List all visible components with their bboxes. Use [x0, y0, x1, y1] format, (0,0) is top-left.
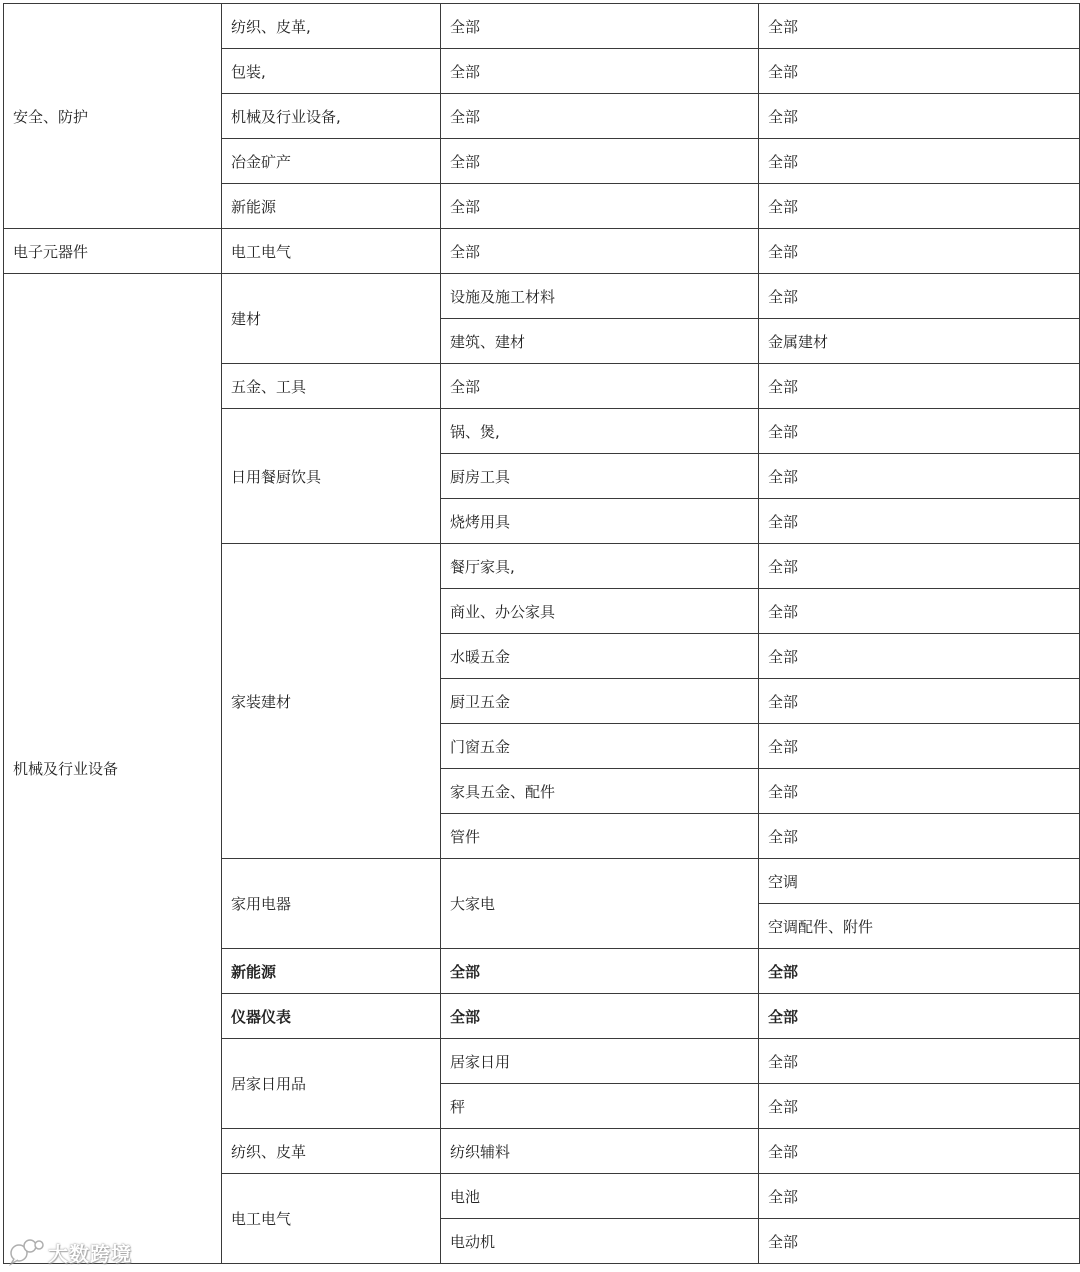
item-cell: 全部	[441, 994, 759, 1039]
item-cell: 电池	[441, 1174, 759, 1219]
item-cell: 水暖五金	[441, 634, 759, 679]
scope-cell: 全部	[759, 724, 1080, 769]
subcategory-cell: 纺织、皮革	[222, 1129, 441, 1174]
scope-cell: 全部	[759, 184, 1080, 229]
scope-cell: 全部	[759, 1039, 1080, 1084]
item-cell: 全部	[441, 184, 759, 229]
scope-cell: 空调	[759, 859, 1080, 904]
scope-cell: 全部	[759, 634, 1080, 679]
scope-cell: 全部	[759, 229, 1080, 274]
table-row	[4, 229, 1080, 274]
category-cell: 机械及行业设备	[4, 274, 222, 1264]
scope-cell: 全部	[759, 949, 1080, 994]
subcategory-cell: 电工电气	[222, 1174, 441, 1264]
scope-cell: 全部	[759, 589, 1080, 634]
item-cell: 纺织辅料	[441, 1129, 759, 1174]
scope-cell: 全部	[759, 1129, 1080, 1174]
scope-cell: 全部	[759, 814, 1080, 859]
item-cell: 大家电	[441, 859, 759, 949]
subcategory-cell: 建材	[222, 274, 441, 364]
scope-cell: 全部	[759, 544, 1080, 589]
scope-cell: 全部	[759, 4, 1080, 49]
scope-cell: 全部	[759, 1219, 1080, 1264]
chat-bubble-logo-icon	[8, 1236, 48, 1266]
category-cell: 安全、防护	[4, 4, 222, 229]
item-cell: 电动机	[441, 1219, 759, 1264]
scope-cell: 全部	[759, 364, 1080, 409]
watermark-text: 大数跨境	[48, 1242, 132, 1266]
item-cell: 全部	[441, 949, 759, 994]
item-cell: 管件	[441, 814, 759, 859]
item-cell: 秤	[441, 1084, 759, 1129]
subcategory-cell: 居家日用品	[222, 1039, 441, 1129]
scope-cell: 全部	[759, 994, 1080, 1039]
item-cell: 建筑、建材	[441, 319, 759, 364]
scope-cell: 全部	[759, 139, 1080, 184]
item-cell: 全部	[441, 364, 759, 409]
scope-cell: 全部	[759, 769, 1080, 814]
table-row	[4, 274, 1080, 319]
scope-cell: 全部	[759, 499, 1080, 544]
category-cell: 电子元器件	[4, 229, 222, 274]
scope-cell: 全部	[759, 454, 1080, 499]
item-cell: 家具五金、配件	[441, 769, 759, 814]
subcategory-cell: 新能源	[222, 184, 441, 229]
subcategory-cell: 五金、工具	[222, 364, 441, 409]
scope-cell: 全部	[759, 94, 1080, 139]
table-row	[4, 4, 1080, 49]
item-cell: 餐厅家具,	[441, 544, 759, 589]
subcategory-cell: 家装建材	[222, 544, 441, 859]
item-cell: 全部	[441, 229, 759, 274]
item-cell: 锅、煲,	[441, 409, 759, 454]
subcategory-cell: 仪器仪表	[222, 994, 441, 1039]
item-cell: 门窗五金	[441, 724, 759, 769]
scope-cell: 全部	[759, 1174, 1080, 1219]
subcategory-cell: 电工电气	[222, 229, 441, 274]
scope-cell: 空调配件、附件	[759, 904, 1080, 949]
scope-cell: 全部	[759, 409, 1080, 454]
scope-cell: 全部	[759, 49, 1080, 94]
item-cell: 全部	[441, 94, 759, 139]
item-cell: 厨卫五金	[441, 679, 759, 724]
item-cell: 设施及施工材料	[441, 274, 759, 319]
scope-cell: 金属建材	[759, 319, 1080, 364]
category-table	[3, 3, 1080, 1264]
scope-cell: 全部	[759, 679, 1080, 724]
item-cell: 商业、办公家具	[441, 589, 759, 634]
item-cell: 全部	[441, 4, 759, 49]
subcategory-cell: 家用电器	[222, 859, 441, 949]
subcategory-cell: 纺织、皮革,	[222, 4, 441, 49]
item-cell: 全部	[441, 49, 759, 94]
item-cell: 居家日用	[441, 1039, 759, 1084]
scope-cell: 全部	[759, 1084, 1080, 1129]
subcategory-cell: 机械及行业设备,	[222, 94, 441, 139]
subcategory-cell: 新能源	[222, 949, 441, 994]
subcategory-cell: 冶金矿产	[222, 139, 441, 184]
watermark	[8, 1236, 148, 1266]
item-cell: 厨房工具	[441, 454, 759, 499]
item-cell: 全部	[441, 139, 759, 184]
scope-cell: 全部	[759, 274, 1080, 319]
item-cell: 烧烤用具	[441, 499, 759, 544]
subcategory-cell: 包装,	[222, 49, 441, 94]
subcategory-cell: 日用餐厨饮具	[222, 409, 441, 544]
